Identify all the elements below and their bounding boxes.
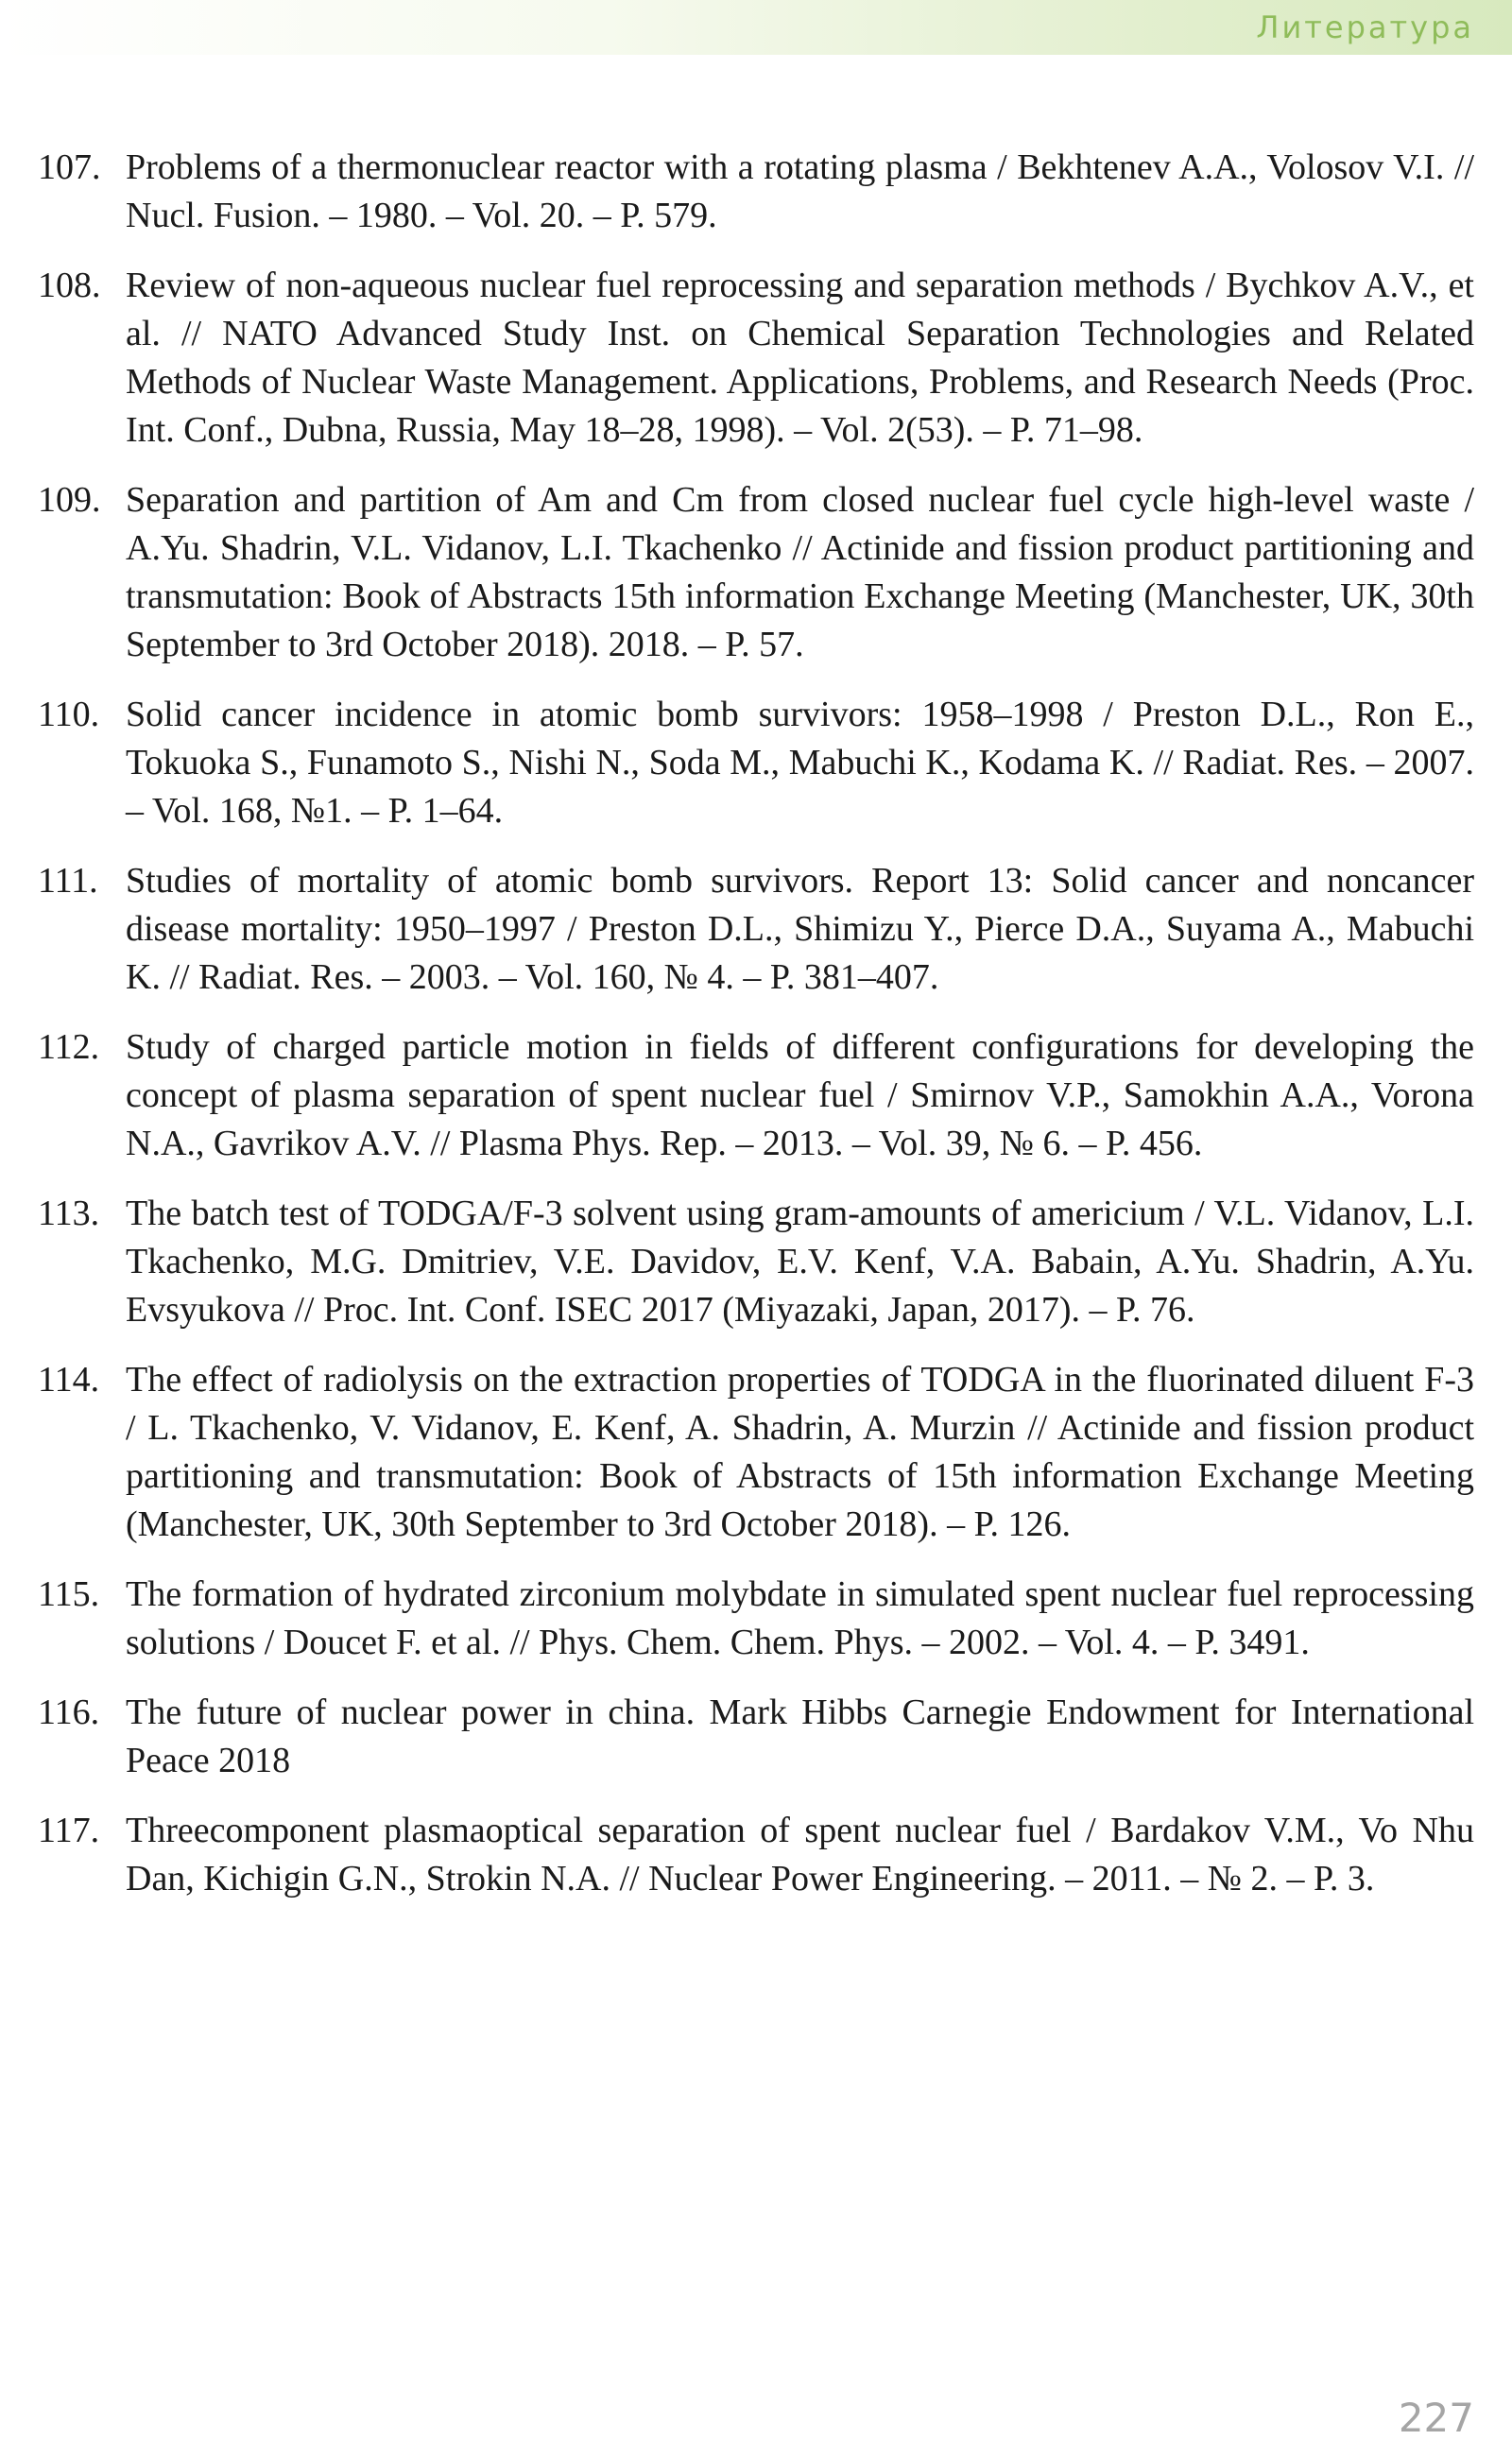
reference-text: Threecomponent plasmaoptical separation of spent nuclear fuel / Bardakov V.M., Vo Nhu Dan, Kichigin G.N., Strokin N.A. // Nuclear Power Engineering. – 2011. – № 2. – P. 3.: [126, 1811, 1474, 1899]
reference-number: 114.: [38, 1360, 100, 1400]
reference-item: [38, 476, 1474, 669]
reference-number: 107.: [38, 147, 101, 187]
reference-text: Review of non-aqueous nuclear fuel reprocessing and separation methods / Bychkov A.V., et al. // NATO Advanced Study Inst. on Chemical Separation Technologies and Related Methods of Nuclear Waste Management. Applications, Problems, and Research Needs (Proc. Int. Conf., Dubna, Russia, May 18–28, 1998). – Vol. 2(53). – P. 71–98.: [126, 266, 1474, 450]
reference-text: The effect of radiolysis on the extraction properties of TODGA in the fluorinated diluent F-3 / L. Tkachenko, V. Vidanov, E. Kenf, A. Shadrin, A. Murzin // Actinide and fission product partitioning and transmutation: Book of Abstracts of 15th information Exchange Meeting (Manchester, UK, 30th September to 3rd October 2018). – P. 126.: [126, 1360, 1474, 1544]
reference-text: Problems of a thermonuclear reactor with a rotating plasma / Bekhtenev A.A., Volosov V.I. // Nucl. Fusion. – 1980. – Vol. 20. – P. 579.: [126, 147, 1474, 235]
reference-text: Studies of mortality of atomic bomb survivors. Report 13: Solid cancer and noncancer disease mortality: 1950–1997 / Preston D.L., Shimizu Y., Pierce D.A., Suyama A., Mabuchi K. // Radiat. Res. – 2003. – Vol. 160, № 4. – P. 381–407.: [126, 861, 1474, 997]
reference-item: [38, 1571, 1474, 1667]
reference-item: [38, 1356, 1474, 1549]
reference-item: [38, 144, 1474, 240]
reference-item: [38, 262, 1474, 455]
reference-text: The formation of hydrated zirconium molybdate in simulated spent nuclear fuel reprocessing solutions / Doucet F. et al. // Phys. Chem. Chem. Phys. – 2002. – Vol. 4. – P. 3491.: [126, 1574, 1474, 1662]
reference-number: 116.: [38, 1692, 100, 1732]
reference-item: [38, 1807, 1474, 1903]
section-title: Литература: [1256, 9, 1474, 45]
reference-number: 111.: [38, 861, 98, 901]
page-number: 227: [1398, 2395, 1474, 2441]
reference-number: 115.: [38, 1574, 100, 1614]
reference-item: [38, 1689, 1474, 1785]
reference-text: The batch test of TODGA/F-3 solvent using gram-amounts of americium / V.L. Vidanov, L.I. Tkachenko, M.G. Dmitriev, V.E. Davidov, E.V. Kenf, V.A. Babain, A.Yu. Shadrin, A.Yu. Evsyukova // Proc. Int. Conf. ISEC 2017 (Miyazaki, Japan, 2017). – P. 76.: [126, 1194, 1474, 1330]
reference-text: Study of charged particle motion in fields of different configurations for developing the concept of plasma separation of spent nuclear fuel / Smirnov V.P., Samokhin A.A., Vorona N.A., Gavrikov A.V. // Plasma Phys. Rep. – 2013. – Vol. 39, № 6. – P. 456.: [126, 1027, 1474, 1163]
reference-text: Separation and partition of Am and Cm from closed nuclear fuel cycle high-level waste / A.Yu. Shadrin, V.L. Vidanov, L.I. Tkachenko // Actinide and fission product partitioning and transmutation: Book of Abstracts 15th information Exchange Meeting (Manchester, UK, 30th September to 3rd October 2018). 2018. – P. 57.: [126, 480, 1474, 664]
header-band: [0, 0, 1512, 55]
reference-number: 109.: [38, 480, 101, 520]
reference-number: 117.: [38, 1811, 100, 1850]
reference-item: [38, 691, 1474, 835]
reference-item: [38, 857, 1474, 1002]
reference-text: The future of nuclear power in china. Mark Hibbs Carnegie Endowment for International Peace 2018: [126, 1692, 1474, 1780]
reference-number: 113.: [38, 1194, 100, 1233]
reference-text: Solid cancer incidence in atomic bomb survivors: 1958–1998 / Preston D.L., Ron E., Tokuoka S., Funamoto S., Nishi N., Soda M., Mabuchi K., Kodama K. // Radiat. Res. – 2007. – Vol. 168, №1. – P. 1–64.: [126, 695, 1474, 831]
reference-number: 108.: [38, 266, 101, 305]
reference-item: [38, 1023, 1474, 1168]
reference-number: 110.: [38, 695, 100, 734]
reference-number: 112.: [38, 1027, 100, 1067]
reference-list: [38, 144, 1474, 1925]
reference-item: [38, 1190, 1474, 1334]
